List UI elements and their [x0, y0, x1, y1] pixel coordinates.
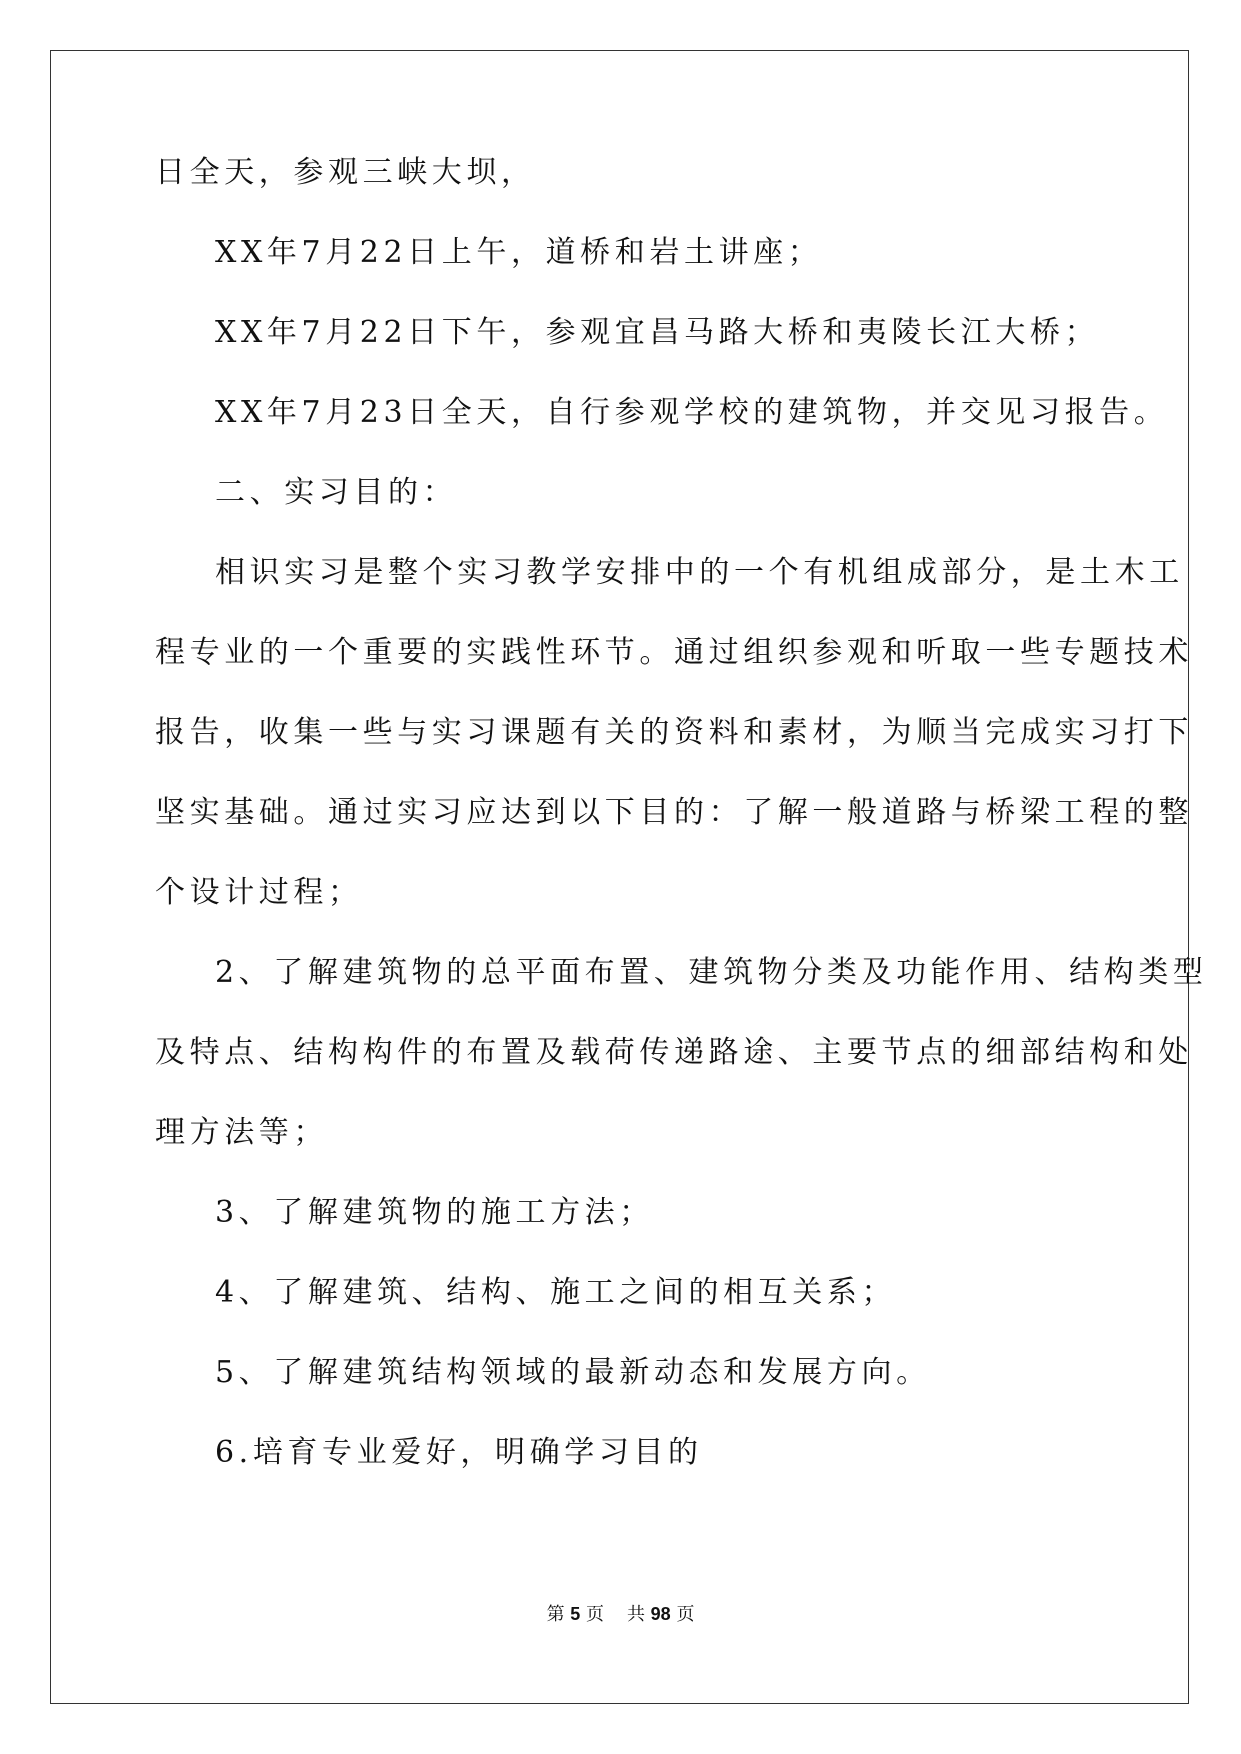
paragraph-line: 坚实基础。通过实习应达到以下目的：了解一般道路与桥梁工程的整 — [155, 795, 1193, 830]
list-item: 2、了解建筑物的总平面布置、建筑物分类及功能作用、结构类型 — [215, 955, 1208, 990]
list-item-continuation: 理方法等； — [155, 1115, 328, 1150]
section-heading: 二、实习目的： — [215, 475, 458, 510]
page-number: 5 — [570, 1604, 581, 1624]
page-footer — [0, 1600, 1241, 1626]
page-suffix: 页 — [586, 1604, 605, 1625]
list-item-continuation: 及特点、结构构件的布置及载荷传递路途、主要节点的细部结构和处 — [155, 1035, 1193, 1070]
paragraph-line: 相识实习是整个实习教学安排中的一个有机组成部分，是土木工 — [215, 555, 1184, 590]
list-item: 4、了解建筑、结构、施工之间的相互关系； — [215, 1275, 897, 1310]
paragraph-line: 程专业的一个重要的实践性环节。通过组织参观和听取一些专题技术 — [155, 635, 1193, 670]
list-item: 6.培育专业爱好，明确学习目的 — [215, 1435, 703, 1470]
total-prefix: 共 — [626, 1604, 645, 1625]
total-pages: 98 — [650, 1604, 671, 1624]
schedule-line: XX年7月22日下午，参观宜昌马路大桥和夷陵长江大桥； — [215, 315, 1100, 350]
list-item: 3、了解建筑物的施工方法； — [215, 1195, 654, 1230]
paragraph-line: 个设计过程； — [155, 875, 363, 910]
schedule-line: XX年7月23日全天，自行参观学校的建筑物，并交见习报告。 — [215, 395, 1169, 430]
page-prefix: 第 — [546, 1604, 565, 1625]
list-item: 5、了解建筑结构领域的最新动态和发展方向。 — [215, 1355, 931, 1390]
total-suffix: 页 — [676, 1604, 695, 1625]
text-line: 日全天，参观三峡大坝， — [155, 155, 536, 190]
schedule-line: XX年7月22日上午，道桥和岩土讲座； — [215, 235, 823, 270]
paragraph-line: 报告，收集一些与实习课题有关的资料和素材，为顺当完成实习打下 — [155, 715, 1193, 750]
